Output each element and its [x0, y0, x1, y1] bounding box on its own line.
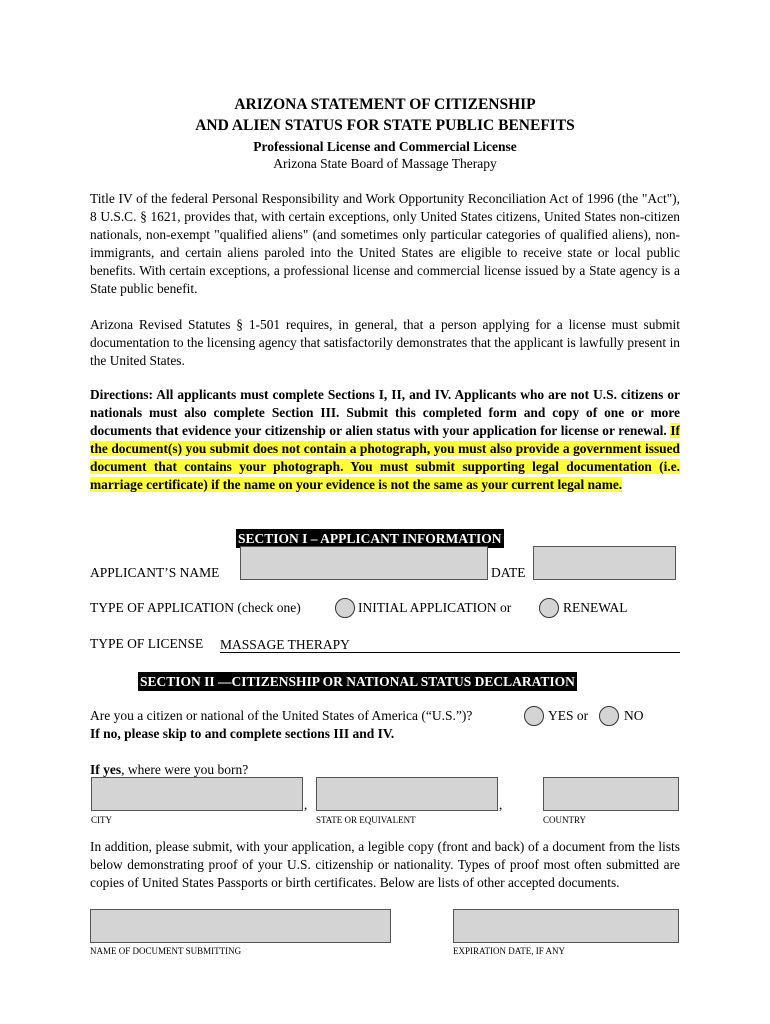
- intro-paragraph-statute: Arizona Revised Statutes § 1-501 requires, in general, that a person applying for a license must submit documentation to the licensing agency that satisfactorily demonstrates that the applicant is lawfully present in the United States.: [90, 317, 680, 368]
- directions-text: Directions: All applicants must complete Sections I, II, and IV. Applicants who are not U.S. citizens or nationals must also complete Section III. Submit this completed form and copy of one or more documents that evidence your citizenship or alien status with your application for license or renewal.: [90, 387, 680, 438]
- document-name-field[interactable]: [90, 909, 391, 943]
- birthplace-question-rest: , where were you born?: [121, 762, 249, 777]
- section-2-heading: SECTION II —CITIZENSHIP OR NATIONAL STATUS DECLARATION: [140, 674, 575, 689]
- birthplace-if-yes: If yes: [90, 762, 122, 777]
- birth-city-field[interactable]: [91, 777, 303, 811]
- birth-country-field[interactable]: [543, 777, 679, 811]
- documents-paragraph: In addition, please submit, with your application, a legible copy (front and back) of a document from the lists below demonstrating proof of your U.S. citizenship or nationality. Types of proof most often submitted are copies of United States Passports or birth certificates. Below are lists of other accepted documents.: [90, 839, 680, 890]
- license-type-field[interactable]: [220, 636, 680, 653]
- document-name-caption: NAME OF DOCUMENT SUBMITTING: [90, 946, 242, 956]
- birth-state-field[interactable]: [316, 777, 498, 811]
- city-comma: ,: [304, 797, 308, 812]
- citizen-no-label: NO: [624, 708, 644, 723]
- initial-application-label: INITIAL APPLICATION or: [358, 600, 512, 615]
- form-title-line2: AND ALIEN STATUS FOR STATE PUBLIC BENEFITS: [195, 117, 575, 134]
- directions-paragraph: [90, 386, 680, 494]
- expiration-date-caption: EXPIRATION DATE, IF ANY: [453, 946, 565, 956]
- applicant-name-label: APPLICANT’S NAME: [90, 565, 220, 580]
- birthplace-question: [90, 762, 248, 778]
- applicant-name-field[interactable]: [240, 546, 488, 580]
- type-of-application-label: TYPE OF APPLICATION (check one): [90, 600, 301, 615]
- form-subtitle-board: Arizona State Board of Massage Therapy: [273, 156, 497, 171]
- expiration-date-field[interactable]: [453, 909, 679, 943]
- date-field[interactable]: [533, 546, 676, 580]
- country-caption: COUNTRY: [543, 815, 587, 825]
- date-label: DATE: [491, 565, 526, 580]
- city-caption: CITY: [91, 815, 112, 825]
- citizen-yes-label: YES or: [548, 708, 589, 723]
- license-type-value: MASSAGE THERAPY: [220, 637, 350, 652]
- citizen-question: Are you a citizen or national of the United States of America (“U.S.”)?: [90, 708, 473, 723]
- state-comma: ,: [499, 797, 503, 812]
- state-caption: STATE OR EQUIVALENT: [316, 815, 416, 825]
- renewal-label: RENEWAL: [563, 600, 628, 615]
- citizen-yes-radio[interactable]: [524, 706, 544, 726]
- section-1-heading: SECTION I – APPLICANT INFORMATION: [238, 531, 502, 546]
- initial-application-radio[interactable]: [335, 598, 355, 618]
- citizen-no-radio[interactable]: [599, 706, 619, 726]
- renewal-radio[interactable]: [539, 598, 559, 618]
- directions-highlight: If the document(s) you submit does not contain a photograph, you must also provide a government issued document that contains your photograph. You must submit supporting legal documentation (i.e. marriage certificate) if the name on your evidence is not the same as your current legal name.: [90, 423, 680, 492]
- type-of-license-label: TYPE OF LICENSE: [90, 636, 204, 651]
- form-title-line1: ARIZONA STATEMENT OF CITIZENSHIP: [234, 96, 536, 113]
- skip-note: If no, please skip to and complete sections III and IV.: [90, 726, 395, 741]
- form-subtitle-license: Professional License and Commercial License: [253, 139, 517, 154]
- intro-paragraph-act: Title IV of the federal Personal Responsibility and Work Opportunity Reconciliation Act of 1996 (the "Act"), 8 U.S.C. § 1621, provides that, with certain exceptions, only United States citizens, United States non-citizen nationals, non-exempt "qualified aliens" (and sometimes only particular categories of qualified aliens), non-immigrants, and certain aliens paroled into the United States are eligible to receive state or local public benefits. With certain exceptions, a professional license and commercial license issued by a State agency is a State public benefit.: [90, 191, 680, 296]
